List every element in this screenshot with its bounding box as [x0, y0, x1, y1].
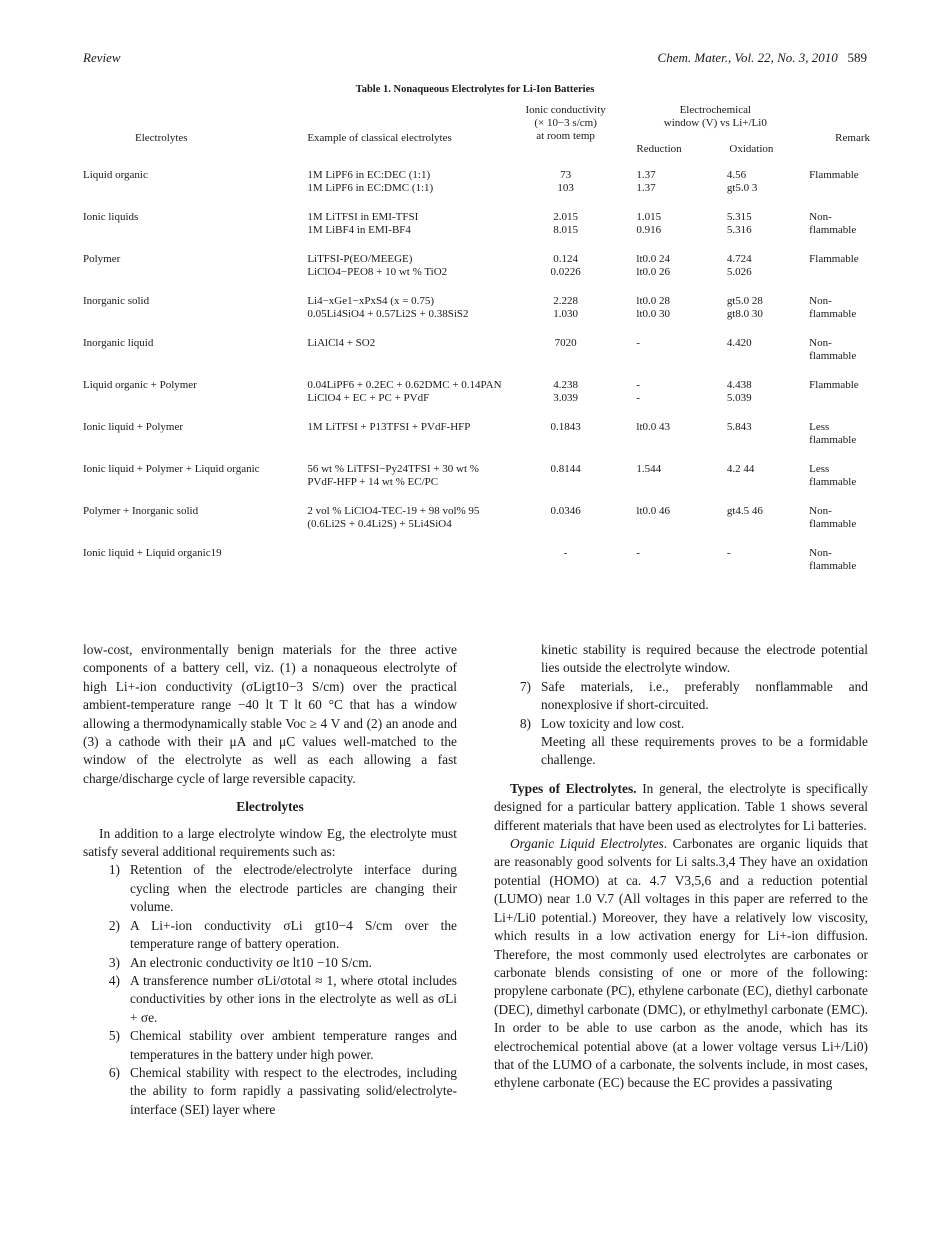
- cell-reduction-line: lt0.0 43: [636, 421, 671, 433]
- cell-oxidation-line: gt5.0 3: [726, 182, 758, 194]
- cell-oxidation: [717, 195, 809, 237]
- cell-reduction: [621, 489, 716, 531]
- cell-ionic-conductivity: [510, 279, 622, 321]
- cell-ionic-conductivity-line: 8.015: [553, 224, 578, 236]
- cell-remark: Non-flammable: [809, 211, 857, 236]
- cell-reduction-line: -: [636, 547, 641, 559]
- list-item-text: Retention of the electrode/electrolyte interface during cycling when the electrode particles are changing their volume.: [130, 862, 457, 915]
- cell-reduction-line: 1.015: [636, 211, 662, 223]
- cell-reduction: [621, 405, 716, 447]
- intro-paragraph: low-cost, environmentally benign materials for the three active components of a battery cell, viz. (1) a nonaqueous electrolyte of high Li+-ion conductivity (σLigt10−3 S/cm) over the practical ambient-temperature range −40 lt T lt 60 °C that has a window allowing a thermodynamically stable Voc ≥ 4 V and (2) an anode and (3) a cathode with their μA and μC values well-matched to the window of the electrolyte as well as each allowing a fast charge/discharge cycle of large reversible capacity.: [83, 642, 457, 786]
- cell-example: [307, 279, 509, 321]
- cell-electrolyte: Ionic liquids: [83, 211, 139, 223]
- organic-paragraph: [494, 835, 868, 1093]
- cell-reduction-line: -: [636, 337, 641, 349]
- list-item-number: 4): [108, 972, 120, 988]
- types-paragraph: [494, 780, 868, 835]
- cell-ionic-conductivity: [510, 447, 622, 489]
- cell-oxidation: [717, 489, 809, 531]
- cell-remark: Non-flammable: [809, 337, 857, 362]
- list-item: [83, 1064, 457, 1119]
- cell-example-line: 2 vol % LiClO4-TEC-19 + 98 vol% 95 (0.6Li2S + 0.4Li2S) + 5Li4SiO4: [307, 505, 480, 530]
- table-row: [83, 321, 870, 363]
- cell-electrolyte: Ionic liquid + Polymer: [83, 421, 183, 433]
- list-item-text: Chemical stability with respect to the electrodes, including the ability to form rapidly a passivating solid/electrolyte-interface (SEI) layer where: [130, 1064, 457, 1117]
- cell-reduction-line: lt0.0 28: [636, 295, 671, 307]
- cell-oxidation-line: gt4.5 46: [726, 505, 763, 517]
- cell-oxidation-line: 4.420: [726, 337, 752, 349]
- cell-reduction-line: lt0.0 26: [636, 266, 671, 278]
- list-item-text: An electronic conductivity σe lt10 −10 S/cm.: [130, 954, 372, 970]
- list-item-text: A Li+-ion conductivity σLi gt10−4 S/cm over the temperature range of battery operation.: [130, 917, 457, 952]
- cell-example-line: 1M LiTFSI + P13TFSI + PVdF-HFP: [307, 421, 471, 433]
- cell-oxidation: [717, 279, 809, 321]
- list-item-number: 3): [108, 954, 120, 970]
- requirements-list: [83, 861, 457, 1119]
- cell-example-line: 1M LiPF6 in EC:DMC (1:1): [307, 182, 434, 194]
- cell-reduction: [621, 447, 716, 489]
- cell-oxidation: [717, 447, 809, 489]
- cell-ionic-conductivity: [510, 405, 622, 447]
- cell-example-line: LiTFSI-P(EO/MEEGE): [307, 253, 413, 265]
- cell-ionic-conductivity-line: 0.124: [553, 253, 578, 265]
- cell-electrolyte: Inorganic solid: [83, 295, 150, 307]
- cell-reduction-line: 1.37: [636, 169, 656, 181]
- cell-electrolyte: Polymer + Inorganic solid: [83, 505, 199, 517]
- cell-example: [307, 531, 509, 573]
- cell-example-line: Li4−xGe1−xPxS4 (x = 0.75): [307, 295, 435, 307]
- cell-example: [307, 237, 509, 279]
- cell-example: [307, 489, 509, 531]
- cell-electrolyte: Ionic liquid + Liquid organic19: [83, 547, 222, 559]
- list-item: [83, 972, 457, 1027]
- cell-reduction-line: 1.37: [636, 182, 656, 194]
- list-item-text: Low toxicity and low cost.: [541, 715, 685, 731]
- list-item: [83, 861, 457, 916]
- organic-text: . Carbonates are organic liquids that are reasonably good solvents for Li salts.3,4 They have an oxidation potential (HOMO) at ca. 4.7 V3,5,6 and a reduction potential (LUMO) near 1.0 V.7 (All voltages in this paper are referred to the Li+/Li0 potential.) Moreover, they have a relatively low viscosity, which results in a low activation energy for Li+-ion diffusion. Therefore, the most commonly used electrolytes are carbonates or carbonate blends consisting of one or more of the following: propylene carbonate (PC), ethylene carbonate (EC), diethyl carbonate (DEC), dimethyl carbonate (DMC), or ethylmethyl carbonate (EMC). In order to be able to use carbon as the anode, which has its electrochemical potential above (at a lower voltage versus Li+/Li0) that of the LUMO of a carbonate, the solvents include, in most cases, ethylene carbonate (EC) because the EC provides a passivating: [494, 836, 868, 1091]
- cell-reduction: [621, 279, 716, 321]
- electrolytes-table: [83, 104, 870, 573]
- cell-oxidation-line: 5.316: [726, 224, 752, 236]
- cell-remark: Non-flammable: [809, 547, 857, 572]
- cell-ionic-conductivity-line: -: [563, 547, 568, 559]
- table-row: [83, 531, 870, 573]
- section-heading-electrolytes: Electrolytes: [236, 799, 304, 815]
- cell-oxidation: [717, 363, 809, 405]
- list-item: [83, 954, 457, 972]
- cell-remark: Flammable: [809, 379, 859, 391]
- right-column: [494, 641, 868, 1093]
- list-item-number: 8): [519, 715, 531, 731]
- cell-remark: Less flammable: [809, 421, 857, 446]
- cell-example: [307, 321, 509, 363]
- cell-reduction: [621, 363, 716, 405]
- col-header-electrolytes: Electrolytes: [135, 132, 188, 144]
- cell-oxidation-line: 4.438: [726, 379, 752, 391]
- cell-electrolyte: Inorganic liquid: [83, 337, 154, 349]
- list-item-number: 5): [108, 1028, 120, 1044]
- running-header-journal: [658, 50, 867, 66]
- cell-example: [307, 447, 509, 489]
- types-text: In general, the electrolyte is specifically designed for a particular battery application. Table 1 shows several different materials that have been used as electrolytes for Li batteries.: [494, 780, 868, 833]
- organic-heading: Organic Liquid Electrolytes: [510, 836, 664, 852]
- running-header-section: Review: [83, 50, 121, 65]
- cell-example-line: 1M LiBF4 in EMI-BF4: [307, 224, 411, 236]
- list-item-text: Chemical stability over ambient temperature ranges and temperatures in the battery under high power.: [130, 1028, 457, 1062]
- cell-example: [307, 405, 509, 447]
- cell-example-line: 1M LiTFSI in EMI-TFSI: [307, 211, 419, 223]
- cell-ionic-conductivity: [510, 489, 622, 531]
- list-item-number: 2): [108, 917, 120, 933]
- cell-ionic-conductivity-line: 1.030: [553, 308, 578, 320]
- table-title: Table 1. Nonaqueous Electrolytes for Li-Ion Batteries: [355, 84, 595, 95]
- cell-ionic-conductivity: [510, 321, 622, 363]
- cell-ionic-conductivity: [510, 195, 622, 237]
- cell-reduction-line: -: [636, 379, 641, 391]
- cell-reduction-line: 1.544: [636, 463, 662, 475]
- cell-ionic-conductivity-line: 3.039: [553, 392, 578, 404]
- ionic-header-line2: (× 10−3 s/cm): [534, 117, 597, 129]
- cell-ionic-conductivity-line: 2.228: [553, 295, 578, 307]
- cell-ionic-conductivity-line: 0.0226: [550, 266, 581, 278]
- cell-reduction-line: lt0.0 24: [636, 253, 671, 265]
- cell-reduction-line: lt0.0 46: [636, 505, 671, 517]
- cell-oxidation-line: 5.843: [726, 421, 752, 433]
- cell-ionic-conductivity-line: 0.1843: [550, 421, 581, 433]
- list-item-number: 6): [108, 1064, 120, 1080]
- list-item-number: 1): [108, 862, 120, 878]
- cell-ionic-conductivity-line: 103: [557, 182, 574, 194]
- cell-reduction: [621, 321, 716, 363]
- cell-example-line: 0.04LiPF6 + 0.2EC + 0.62DMC + 0.14PAN: [307, 379, 502, 391]
- cell-electrolyte: Ionic liquid + Polymer + Liquid organic: [83, 463, 260, 475]
- cell-ionic-conductivity: [510, 363, 622, 405]
- cell-oxidation-line: 5.026: [726, 266, 752, 278]
- cell-oxidation-line: gt5.0 28: [726, 295, 763, 307]
- cell-reduction: [621, 156, 716, 195]
- cell-ionic-conductivity-line: 7020: [554, 337, 577, 349]
- cell-ionic-conductivity-line: 2.015: [553, 211, 578, 223]
- cell-example-line: 56 wt % LiTFSI−Py24TFSI + 30 wt % PVdF-HFP + 14 wt % EC/PC: [307, 463, 479, 488]
- cell-ionic-conductivity-line: 73: [560, 169, 572, 181]
- requirement-6-continued: kinetic stability is required because the electrode potential lies outside the electrolyte window.: [541, 642, 868, 676]
- cell-ionic-conductivity-line: 4.238: [553, 379, 578, 391]
- list-item-text: Safe materials, i.e., preferably nonflammable and nonexplosive if short-circuited.: [541, 678, 868, 713]
- requirements-conclusion: Meeting all these requirements proves to be a formidable challenge.: [541, 734, 868, 768]
- cell-electrolyte: Liquid organic: [83, 169, 148, 181]
- cell-example-line: 1M LiPF6 in EC:DEC (1:1): [307, 169, 431, 181]
- col-header-oxidation: Oxidation: [729, 143, 774, 155]
- table-row: [83, 447, 870, 489]
- cell-remark: Non-flammable: [809, 505, 857, 530]
- cell-reduction: [621, 531, 716, 573]
- table-row: [83, 279, 870, 321]
- table-row: [83, 363, 870, 405]
- col-header-remark: Remark: [835, 132, 870, 144]
- left-column: [83, 641, 457, 1119]
- list-item: [494, 715, 868, 733]
- table-row: [83, 195, 870, 237]
- cell-remark: Flammable: [809, 169, 859, 181]
- page-number: 589: [847, 50, 867, 65]
- cell-oxidation-line: 5.315: [726, 211, 752, 223]
- cell-remark: Non-flammable: [809, 295, 857, 320]
- cell-oxidation-line: 4.56: [726, 169, 747, 181]
- cell-ionic-conductivity-line: 0.0346: [550, 505, 581, 517]
- cell-ionic-conductivity: [510, 237, 622, 279]
- col-header-example: Example of classical electrolytes: [307, 132, 452, 144]
- table-row: [83, 237, 870, 279]
- cell-oxidation-line: gt8.0 30: [726, 308, 763, 320]
- cell-reduction-line: 0.916: [636, 224, 662, 236]
- cell-reduction: [621, 237, 716, 279]
- cell-ionic-conductivity: [510, 531, 622, 573]
- requirements-intro: In addition to a large electrolyte window Eg, the electrolyte must satisfy several additional requirements such as:: [83, 825, 457, 860]
- list-item-text: A transference number σLi/σtotal ≈ 1, where σtotal includes conductivities by other ions in the electrolyte as well as σLi + σe.: [130, 972, 457, 1025]
- cell-oxidation: [717, 321, 809, 363]
- journal-citation: Chem. Mater., Vol. 22, No. 3, 2010: [657, 50, 838, 65]
- list-item: [83, 917, 457, 954]
- cell-oxidation-line: 4.724: [726, 253, 752, 265]
- requirements-list-continued: [494, 678, 868, 733]
- cell-reduction-line: -: [636, 392, 641, 404]
- list-item-number: 7): [519, 678, 531, 694]
- cell-reduction: [621, 195, 716, 237]
- cell-oxidation: [717, 531, 809, 573]
- cell-oxidation: [717, 237, 809, 279]
- list-item: [83, 1027, 457, 1064]
- col-header-reduction: Reduction: [636, 143, 682, 155]
- cell-reduction-line: lt0.0 30: [636, 308, 671, 320]
- ionic-header-line3: at room temp: [536, 130, 595, 142]
- cell-example-line: LiClO4−PEO8 + 10 wt % TiO2: [307, 266, 448, 278]
- table-row: [83, 405, 870, 447]
- cell-example: [307, 156, 509, 195]
- cell-remark: Flammable: [809, 253, 859, 265]
- cell-oxidation-line: 4.2 44: [726, 463, 755, 475]
- col-header-ionic: [510, 104, 622, 156]
- cell-example-line: LiClO4 + EC + PC + PVdF: [307, 392, 430, 404]
- cell-example: [307, 195, 509, 237]
- cell-example: [307, 363, 509, 405]
- window-header-line2: window (V) vs Li+/Li0: [663, 117, 767, 129]
- cell-ionic-conductivity-line: 0.8144: [550, 463, 581, 475]
- cell-electrolyte: Polymer: [83, 253, 121, 265]
- cell-example-line: LiAlCl4 + SO2: [307, 337, 376, 349]
- list-item: [494, 678, 868, 715]
- cell-oxidation-line: 5.039: [726, 392, 752, 404]
- cell-oxidation-line: -: [726, 547, 731, 559]
- table-row: [83, 156, 870, 195]
- types-heading: Types of Electrolytes.: [510, 780, 637, 796]
- cell-electrolyte: Liquid organic + Polymer: [83, 379, 197, 391]
- window-header-line1: Electrochemical: [679, 104, 752, 116]
- col-header-window: [621, 104, 809, 156]
- cell-remark: Less flammable: [809, 463, 857, 488]
- cell-ionic-conductivity: [510, 156, 622, 195]
- cell-oxidation: [717, 156, 809, 195]
- cell-example-line: 0.05Li4SiO4 + 0.57Li2S + 0.38SiS2: [307, 308, 469, 320]
- table-row: [83, 489, 870, 531]
- ionic-header-line1: Ionic conductivity: [525, 104, 606, 116]
- cell-oxidation: [717, 405, 809, 447]
